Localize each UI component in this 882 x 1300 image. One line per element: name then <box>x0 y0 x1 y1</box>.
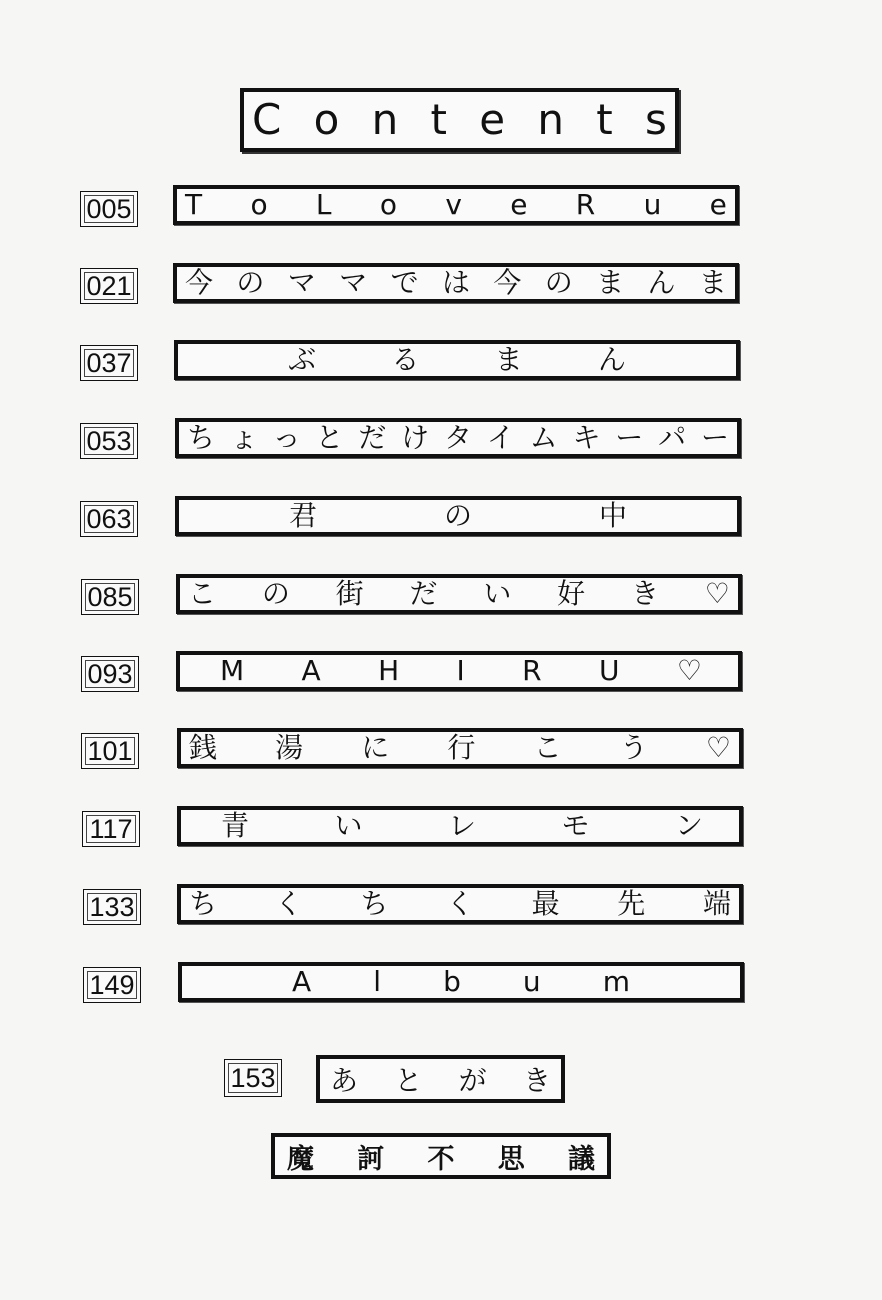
chapter-title-char: 端 <box>702 887 731 920</box>
chapter-title-char: 今 <box>185 266 214 299</box>
title-letter: s <box>645 95 667 144</box>
chapter-title-char: の <box>261 577 290 610</box>
page-number: 063 <box>80 501 138 537</box>
chapter-title-char: イ <box>486 421 515 454</box>
chapter-title-char: T <box>185 188 203 221</box>
chapter-title-char: モ <box>561 809 590 842</box>
title-letter: n <box>537 95 564 144</box>
chapter-title-char: ま <box>494 343 523 376</box>
chapter-title-char: 好 <box>557 577 586 610</box>
chapter-title-char: M <box>220 654 245 687</box>
chapter-title-char: 街 <box>335 577 364 610</box>
chapter-title-char: ち <box>360 887 389 920</box>
author-char: 議 <box>568 1143 595 1175</box>
chapter-title <box>177 728 743 768</box>
contents-title <box>240 88 679 152</box>
title-letter: t <box>430 95 447 144</box>
chapter-title-char: パ <box>658 421 687 454</box>
chapter-title-char: m <box>602 965 630 998</box>
chapter-title-char: e <box>709 188 727 221</box>
chapter-title-char: ♡ <box>704 577 730 610</box>
chapter-title-char: u <box>643 188 662 221</box>
chapter-title-char: ン <box>674 809 703 842</box>
chapter-title-char: b <box>443 965 461 998</box>
afterword-page-number: 153 <box>224 1059 282 1097</box>
chapter-title-char: で <box>390 266 419 299</box>
page-number: 133 <box>83 889 141 925</box>
chapter-title-char: o <box>379 188 397 221</box>
chapter-title-char: は <box>441 266 470 299</box>
chapter-title-char: こ <box>533 731 562 764</box>
chapter-title <box>177 884 743 924</box>
page-number: 149 <box>83 967 141 1003</box>
page-number: 117 <box>82 811 140 847</box>
chapter-title-char: A <box>292 965 312 998</box>
title-letter: n <box>371 95 399 144</box>
chapter-title-char: 先 <box>617 887 646 920</box>
chapter-title-char: ♡ <box>676 654 702 687</box>
chapter-title-char: o <box>250 188 268 221</box>
afterword-char: き <box>522 1064 551 1097</box>
chapter-title-char: の <box>236 266 265 299</box>
chapter-title-char: ま <box>596 266 625 299</box>
afterword-title <box>316 1055 565 1103</box>
chapter-title-char: ち <box>187 421 216 454</box>
chapter-title-char: 今 <box>493 266 522 299</box>
afterword-char: と <box>394 1064 423 1097</box>
chapter-title-char: ム <box>529 421 558 454</box>
chapter-title-char: る <box>391 343 420 376</box>
title-letter: C <box>252 95 282 144</box>
page-number: 005 <box>80 191 138 227</box>
author-char: 不 <box>427 1143 455 1175</box>
chapter-title-char: l <box>373 965 381 998</box>
chapter-title-char: レ <box>447 809 476 842</box>
chapter-title-char: e <box>510 188 528 221</box>
chapter-title-char: ♡ <box>705 731 731 764</box>
page-number: 101 <box>81 733 139 769</box>
chapter-title-char: R <box>522 654 542 687</box>
chapter-title <box>178 962 744 1002</box>
chapter-title-char: だ <box>409 577 438 610</box>
page-number: 053 <box>80 423 138 459</box>
chapter-title <box>173 263 739 303</box>
page-number: 037 <box>80 345 138 381</box>
title-letter: o <box>313 95 340 144</box>
chapter-title-char: 湯 <box>275 731 304 764</box>
chapter-title <box>176 651 742 691</box>
chapter-title-char: に <box>361 731 390 764</box>
chapter-title-char: 君 <box>289 499 318 532</box>
chapter-title-char: U <box>599 654 620 687</box>
afterword-char: あ <box>330 1064 359 1097</box>
chapter-title-char: 最 <box>531 887 560 920</box>
author-char: 訶 <box>357 1143 385 1175</box>
chapter-title-char: R <box>575 188 596 221</box>
chapter-title-char: マ <box>287 266 316 299</box>
chapter-title-char: の <box>443 499 472 532</box>
chapter-title <box>174 340 740 380</box>
chapter-title-char: い <box>334 809 363 842</box>
page-number: 085 <box>81 579 139 615</box>
chapter-title-char: っ <box>272 421 301 454</box>
page-number: 021 <box>80 268 138 304</box>
title-letter: t <box>596 95 613 144</box>
chapter-title-char: キ <box>572 421 601 454</box>
chapter-title-char: こ <box>188 577 217 610</box>
chapter-title <box>177 806 743 846</box>
chapter-title-char: け <box>401 421 430 454</box>
chapter-title-char: H <box>378 654 400 687</box>
chapter-title-char: く <box>445 887 474 920</box>
chapter-title-char: I <box>456 654 465 687</box>
page-number: 093 <box>81 656 139 692</box>
chapter-title-char: u <box>522 965 541 998</box>
chapter-title-char: き <box>630 577 659 610</box>
chapter-title <box>175 496 741 536</box>
chapter-title-char: ん <box>647 266 676 299</box>
author-char: 思 <box>497 1143 525 1175</box>
chapter-title-char: ょ <box>229 421 258 454</box>
chapter-title <box>173 185 739 225</box>
chapter-title-char: う <box>619 731 648 764</box>
chapter-title-char: タ <box>443 421 472 454</box>
chapter-title-char: 銭 <box>189 731 218 764</box>
chapter-title-char: マ <box>339 266 368 299</box>
chapter-title-char: A <box>301 654 321 687</box>
title-letter: e <box>479 95 506 144</box>
chapter-title-char: 中 <box>598 499 627 532</box>
chapter-title-char: ー <box>700 421 729 454</box>
chapter-title-char: と <box>315 421 344 454</box>
chapter-title-char: L <box>315 188 332 221</box>
chapter-title-char: ま <box>698 266 727 299</box>
chapter-title-char: く <box>274 887 303 920</box>
afterword-char: が <box>458 1064 487 1097</box>
chapter-title-char: ー <box>615 421 644 454</box>
chapter-title-char: v <box>445 188 462 221</box>
chapter-title-char: ん <box>597 343 626 376</box>
chapter-title-char: 行 <box>447 731 476 764</box>
chapter-title-char: の <box>544 266 573 299</box>
chapter-title-char: ぶ <box>288 343 317 376</box>
author-name <box>271 1133 611 1179</box>
chapter-title-char: ち <box>189 887 218 920</box>
chapter-title <box>176 574 742 614</box>
chapter-title <box>175 418 741 458</box>
author-char: 魔 <box>287 1143 314 1175</box>
chapter-title-char: だ <box>358 421 387 454</box>
chapter-title-char: い <box>483 577 512 610</box>
chapter-title-char: 青 <box>221 809 250 842</box>
